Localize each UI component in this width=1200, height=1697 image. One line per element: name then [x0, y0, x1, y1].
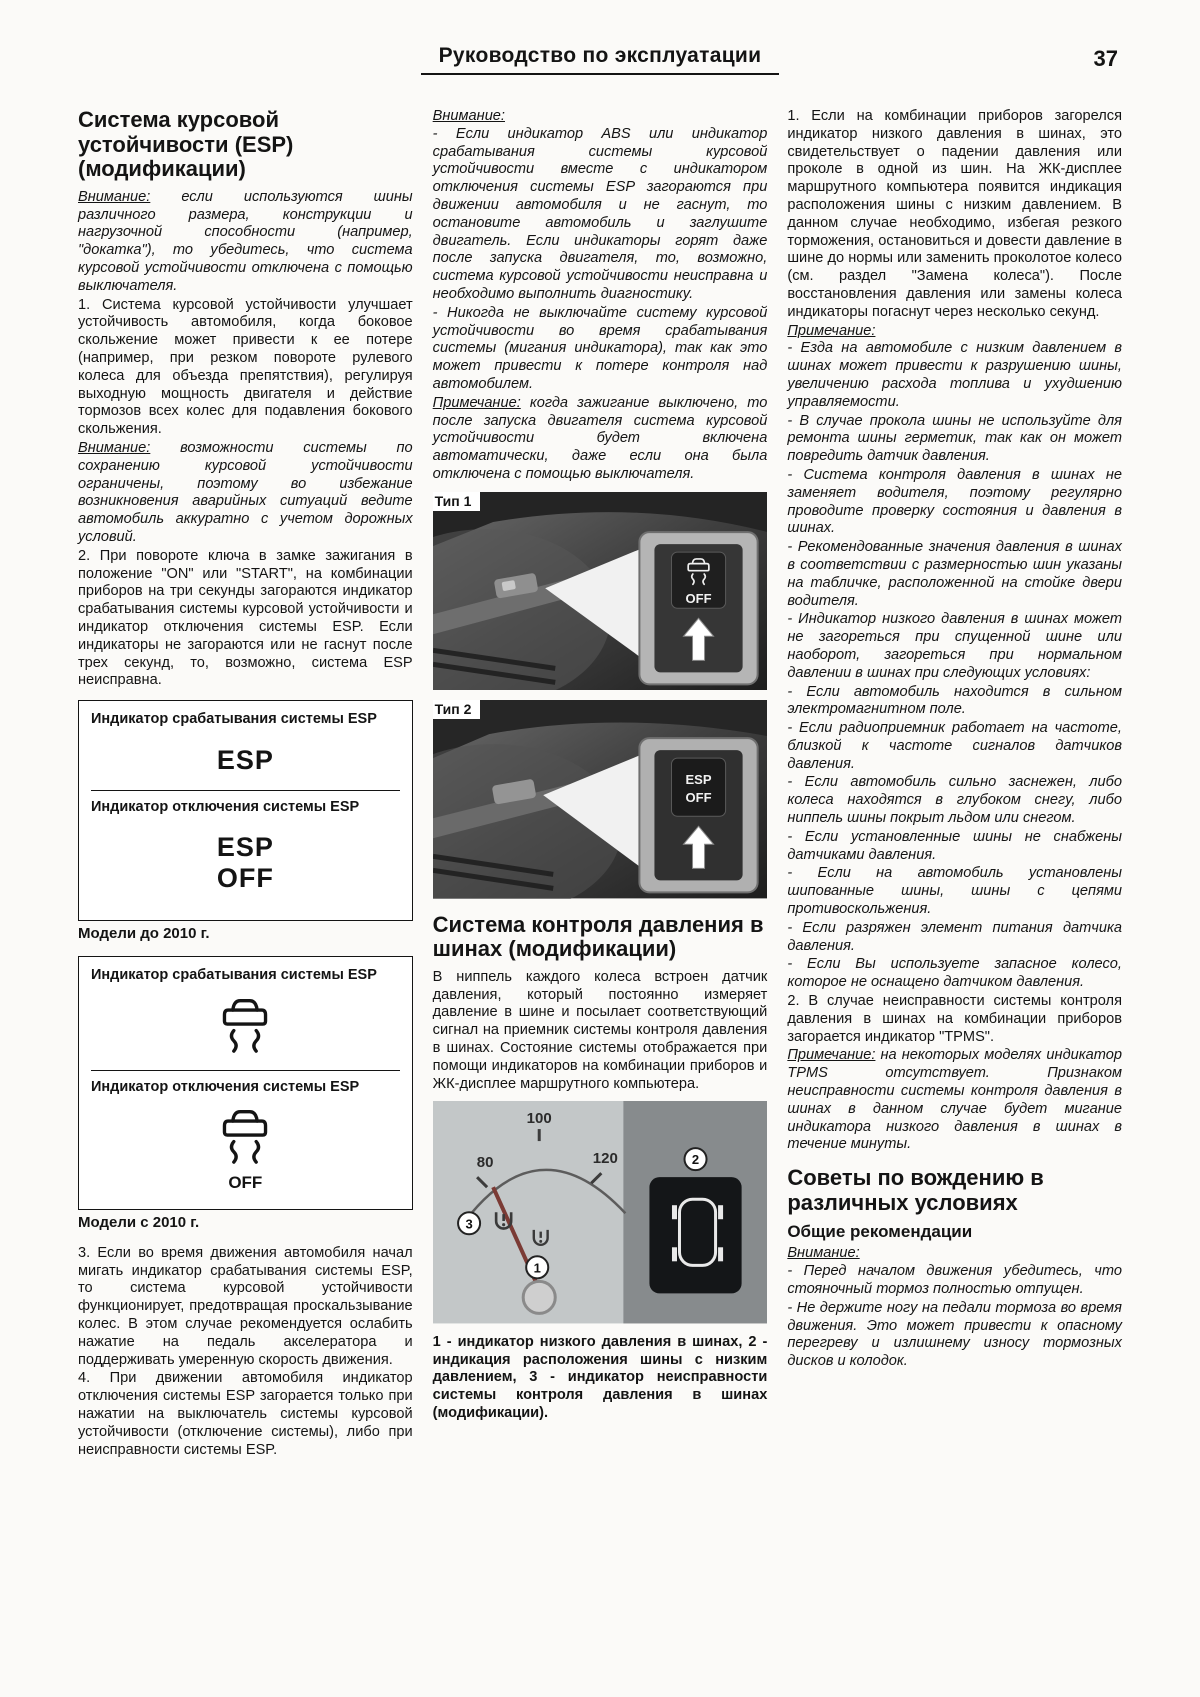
attention-label: Внимание: — [78, 440, 151, 457]
button-off-label: OFF — [685, 790, 712, 806]
attention-paragraph — [78, 440, 413, 547]
divider — [91, 790, 400, 791]
lcd-display — [649, 1177, 741, 1293]
photo-type-label: Тип 2 — [433, 700, 481, 719]
page-header — [78, 44, 1122, 84]
esp-switch-photo-type1 — [433, 492, 768, 690]
gauge-label-80: 80 — [476, 1154, 494, 1172]
note-item: - Если установленные шины не снабжены датчиками давления. — [787, 828, 1122, 863]
box-caption: Модели до 2010 г. — [78, 925, 210, 943]
gauge-label-120: 120 — [592, 1150, 618, 1168]
note-item: - Если на автомобиль установлены шипованные шины, шины с цепями противоскольжения. — [787, 865, 1122, 918]
indicator-label: Индикатор отключения системы ESP — [91, 798, 360, 815]
note-text: когда зажигание выключено, то после запуска двигателя система курсовой устойчивости будет включена автоматически, даже если она была отключена с помощью выключателя. — [432, 394, 768, 482]
callout-3 — [458, 1213, 480, 1235]
note-label: Примечание: — [432, 394, 521, 411]
esp-switch-photo-type2 — [433, 700, 768, 898]
note-item: - Индикатор низкого давления в шинах может не загореться при спущенной шине или наоборот, загореться при нормальном давлении в шинах при следующих условиях: — [787, 611, 1122, 681]
note-item: - Если Вы используете запасное колесо, которое не оснащено датчиком давления. — [787, 956, 1122, 991]
esp-off-icon-label: OFF — [228, 1172, 263, 1192]
paragraph: 1. Если на комбинации приборов загорелся индикатор низкого давления в шинах, это свидетельствует о падении давления или проколе в одной из шин. На ЖК-дисплее маршрутного компьютера появится индикация расположения шины с низким давлением. В данном случае необходимо, избегая резкого торможения, остановиться и довести давление в шине до нормы или заменить проколотое колесо (см. раздел "Замена колеса"). После восстановления давления или замены колеса индикаторы погаснут через несколько секунд. — [787, 108, 1122, 320]
esp-indicator-box-pre2010 — [78, 700, 413, 921]
note-paragraph — [787, 1047, 1122, 1154]
svg-text:1: 1 — [533, 1260, 541, 1276]
paragraph: В ниппель каждого колеса встроен датчик давления, который постоянно измеряет давление в шине и посылает соответствующий сигнал на приемник системы контроля давления в шинах. Состояние системы отображается при помощи индикаторов на комбинации приборов и ЖК-дисплее маршрутного компьютера. — [432, 968, 768, 1092]
indicator-label: Индикатор отключения системы ESP — [91, 1078, 360, 1095]
attention-text: если используются шины различного размера, конструкции и нагрузочной способности (например, "докатка"), то убедитесь, что система курсовой устойчивости отключена с помощью выключателя. — [78, 188, 413, 294]
esp-off-icon — [91, 1106, 400, 1193]
attention-heading: Внимание: — [787, 1245, 860, 1262]
attention-label: Внимание: — [78, 188, 151, 205]
paragraph: 2. При повороте ключа в замке зажигания в положение "ON" или "START", на комбинации приборов на три секунды загораются индикатор срабатывания системы курсовой устойчивости и индикатор отключения системы ESP. Если индикаторы не загораются или не гаснут после трех секунд, то, возможно, система ESP неисправна. — [78, 547, 413, 689]
gauge-photo — [433, 1101, 768, 1323]
figure-caption: 1 - индикатор низкого давления в шинах, 2 - индикация расположения шины с низким давлением, 3 - индикатор неисправности системы контроля давления в шинах (модификации). — [432, 1333, 768, 1421]
callout-2 — [684, 1148, 706, 1170]
attention-item: - Никогда не выключайте систему курсовой устойчивости во время срабатывания системы (мигания индикатора), так как это может привести к потере контроля над автомобилем. — [432, 304, 768, 392]
paragraph: 3. Если во время движения автомобиля начал мигать индикатор срабатывания системы ESP, то система курсовой устойчивости функционирует, предотвращая проскальзывание колес. В этом случае рекомендуется ослабить нажатие на педаль акселератора и поддерживать умеренную скорость движения. — [78, 1244, 413, 1368]
page-number: 37 — [1093, 46, 1118, 71]
box-caption: Модели с 2010 г. — [78, 1213, 200, 1231]
tpms-section-heading: Система контроля давления в шинах (модификации) — [432, 911, 764, 962]
note-item: - Если автомобиль находится в сильном электромагнитном поле. — [787, 683, 1122, 718]
attention-paragraph — [78, 189, 413, 296]
note-label: Примечание: — [787, 1047, 876, 1064]
column-middle — [433, 108, 768, 1460]
dashboard-photo — [433, 700, 768, 898]
attention-item: - Перед началом движения убедитесь, что стояночный тормоз полностью отпущен. — [787, 1263, 1122, 1298]
paragraph: 1. Система курсовой устойчивости улучшает устойчивость автомобиля, когда боковое скольжение может привести к ее потере (например, при резком повороте рулевого колеса для объезда препятствия), регулируя выходную мощность двигателя и действие тормозов всех колес для подавления бокового скольжения. — [78, 296, 413, 438]
esp-indicator-text: ESP — [216, 744, 274, 775]
esp-section-heading: Система курсовой устойчивости (ESP) (модификации) — [78, 107, 294, 182]
instrument-cluster-photo — [433, 1101, 768, 1323]
note-item: - Если разряжен элемент питания датчика давления. — [787, 919, 1122, 954]
note-item: - Рекомендованные значения давления в шинах в соответствии с размерностью шин указаны на табличке, расположенной на стойке двери водителя. — [787, 539, 1122, 609]
note-item: - Если автомобиль сильно заснежен, либо колеса находятся в глубоком снегу, либо ниппель шины покрыт льдом или снегом. — [787, 774, 1122, 827]
note-item: - Если радиоприемник работает на частоте, близкой к частоте сигналов датчиков давления. — [787, 720, 1122, 772]
attention-item: - Если индикатор ABS или индикатор срабатывания системы курсовой устойчивости вместе с индикатором отключения системы ESP загораются при движении автомобиля и не гаснут, то остановите автомобиль и заглушите двигатель. Если индикаторы горят даже после запуска двигателя, то, возможно, система курсовой устойчивости неисправна и необходимо выполнить диагностику. — [432, 125, 768, 302]
dashboard-photo — [433, 492, 768, 690]
three-column-layout — [78, 108, 1122, 1460]
button-esp-label: ESP — [685, 772, 712, 788]
column-esp — [78, 108, 413, 1460]
callout-1 — [526, 1257, 548, 1279]
general-recommendations-subheading: Общие рекомендации — [787, 1222, 973, 1242]
photo-type-label: Тип 1 — [433, 492, 481, 511]
trip-knob — [523, 1282, 555, 1314]
esp-indicator-box-2010 — [78, 956, 413, 1210]
divider — [91, 1070, 400, 1071]
esp-off-indicator-text: ESP OFF — [216, 832, 274, 894]
button-off-label: OFF — [685, 590, 712, 606]
note-text: на некоторых моделях индикатор TPMS отсутствует. Признаком неисправности системы контроля давления в шинах в данном случае будет мигание индикатора низкого давления в шинах в течение минуты. — [787, 1047, 1122, 1153]
page-title: Руководство по эксплуатации — [421, 44, 780, 75]
attention-heading: Внимание: — [432, 108, 505, 124]
attention-text: возможности системы по сохранению курсовой устойчивости ограничены, поэтому во избежание возникновения аварийных ситуаций ведите автомобиль аккуратно с учетом дорожных условий. — [78, 440, 413, 546]
esp-slip-icon — [91, 995, 400, 1060]
note-item: - Система контроля давления в шинах не заменяет водителя, поэтому регулярно проводите проверку состояния и давления в шинах. — [787, 466, 1122, 537]
indicator-label: Индикатор срабатывания системы ESP — [91, 711, 377, 728]
paragraph: 4. При движении автомобиля индикатор отключения системы ESP загорается только при нажатии на выключатель системы курсовой устойчивости (отключение системы), либо при неисправности системы ESP. — [78, 1370, 413, 1458]
svg-text:3: 3 — [465, 1216, 473, 1232]
note-heading: Примечание: — [787, 322, 876, 339]
note-item: - Езда на автомобиле с низким давлением в шинах может привести к разрушению шины, увеличению расхода топлива и ухудшению управляемости. — [787, 340, 1122, 410]
gauge-label-100: 100 — [526, 1110, 552, 1128]
paragraph: 2. В случае неисправности системы контроля давления в шинах на комбинации приборов загорается индикатор "TPMS". — [787, 993, 1122, 1045]
note-paragraph — [433, 395, 768, 484]
svg-text:2: 2 — [691, 1152, 699, 1168]
note-item: - В случае прокола шины не используйте для ремонта шины герметик, так как он может повредить датчик давления. — [787, 412, 1122, 465]
attention-item: - Не держите ногу на педали тормоза во время движения. Это может привести к опасному перегреву и излишнему износу тормозных дисков и колодок. — [787, 1299, 1122, 1370]
driving-tips-heading: Советы по вождению в различных условиях — [787, 1165, 1044, 1215]
column-right — [787, 108, 1122, 1460]
indicator-label: Индикатор срабатывания системы ESP — [91, 967, 377, 984]
